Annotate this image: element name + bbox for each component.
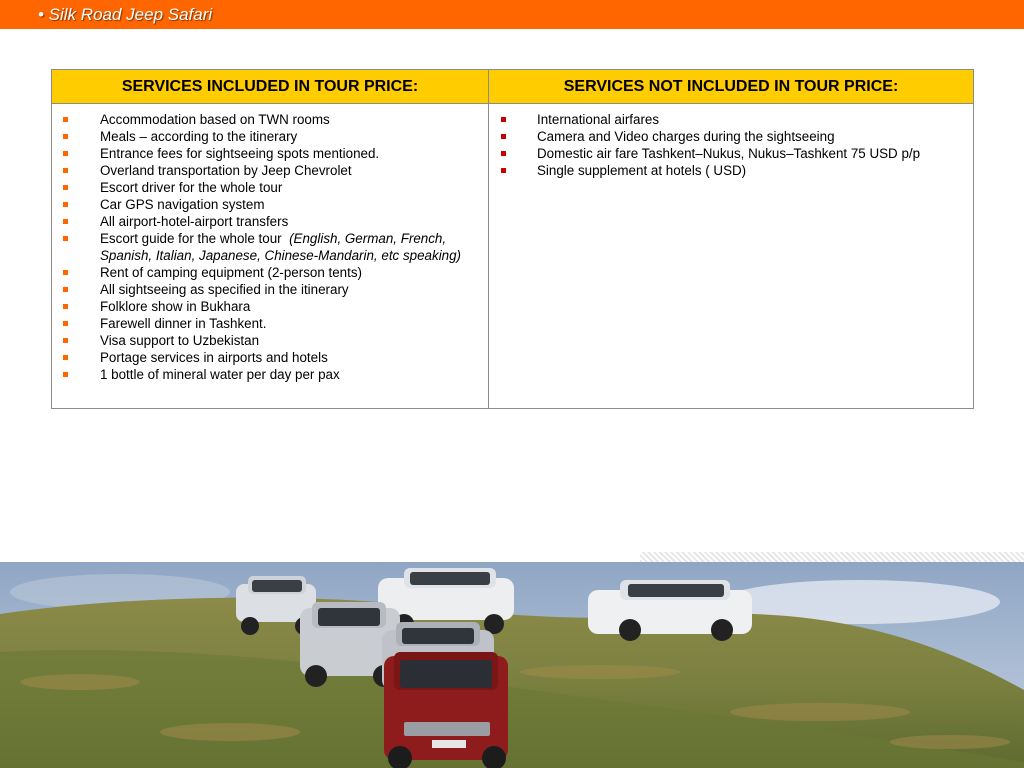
not-included-heading: SERVICES NOT INCLUDED IN TOUR PRICE: <box>489 70 974 104</box>
list-item: Escort guide for the whole tour (English, German, French, Spanish, Italian, Japanese, Chinese-Mandarin, etc speaking) <box>52 230 488 264</box>
decorative-stripe <box>640 552 1024 562</box>
included-list <box>52 111 488 383</box>
square-bullet-icon <box>63 304 68 309</box>
list-item: Overland transportation by Jeep Chevrolet <box>52 162 488 179</box>
square-bullet-icon <box>63 236 68 241</box>
list-item: All sightseeing as specified in the itinerary <box>52 281 488 298</box>
square-bullet-icon <box>63 270 68 275</box>
header-bar <box>0 0 1024 29</box>
included-cell <box>52 104 489 409</box>
photo-illustration <box>0 562 1024 768</box>
list-item: Folklore show in Bukhara <box>52 298 488 315</box>
jeep-safari-photo <box>0 562 1024 768</box>
square-bullet-icon <box>63 219 68 224</box>
list-item: 1 bottle of mineral water per day per pax <box>52 366 488 383</box>
list-item: Portage services in airports and hotels <box>52 349 488 366</box>
square-bullet-icon <box>63 168 68 173</box>
not-included-cell <box>489 104 974 409</box>
square-bullet-icon <box>63 185 68 190</box>
not-included-list <box>489 111 973 179</box>
red-jeep-icon <box>384 652 508 768</box>
list-item: Entrance fees for sightseeing spots mentioned. <box>52 145 488 162</box>
services-table <box>51 69 974 409</box>
list-item: Accommodation based on TWN rooms <box>52 111 488 128</box>
guide-languages-note: (English, German, French, Spanish, Italian, Japanese, Chinese-Mandarin, etc speaking) <box>100 231 462 263</box>
square-bullet-icon <box>63 117 68 122</box>
square-bullet-icon <box>501 168 506 173</box>
included-heading: SERVICES INCLUDED IN TOUR PRICE: <box>52 70 489 104</box>
square-bullet-icon <box>63 355 68 360</box>
square-bullet-icon <box>63 372 68 377</box>
list-item: Visa support to Uzbekistan <box>52 332 488 349</box>
square-bullet-icon <box>63 134 68 139</box>
list-item: Meals – according to the itinerary <box>52 128 488 145</box>
square-bullet-icon <box>501 151 506 156</box>
square-bullet-icon <box>63 202 68 207</box>
list-item: Camera and Video charges during the sightseeing <box>489 128 973 145</box>
slide-title: • Silk Road Jeep Safari <box>38 5 213 24</box>
list-item: All airport-hotel-airport transfers <box>52 213 488 230</box>
list-item: Single supplement at hotels ( USD) <box>489 162 973 179</box>
list-item: International airfares <box>489 111 973 128</box>
list-item: Escort driver for the whole tour <box>52 179 488 196</box>
list-item: Car GPS navigation system <box>52 196 488 213</box>
square-bullet-icon <box>501 134 506 139</box>
square-bullet-icon <box>501 117 506 122</box>
list-item: Farewell dinner in Tashkent. <box>52 315 488 332</box>
square-bullet-icon <box>63 151 68 156</box>
square-bullet-icon <box>63 287 68 292</box>
square-bullet-icon <box>63 321 68 326</box>
list-item: Rent of camping equipment (2-person tents) <box>52 264 488 281</box>
list-item: Domestic air fare Tashkent–Nukus, Nukus–Tashkent 75 USD p/p <box>489 145 973 162</box>
square-bullet-icon <box>63 338 68 343</box>
